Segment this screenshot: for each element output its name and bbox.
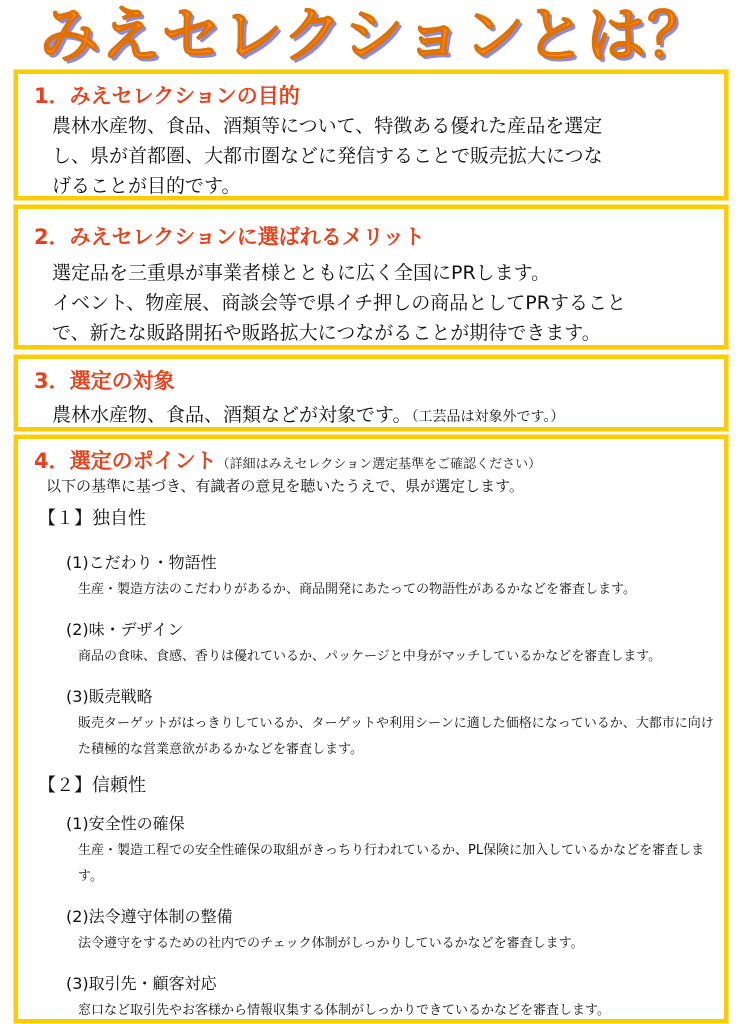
item-desc: 窓口など取引先やお客様から情報収集する体制がしっかりできているかなどを審査します。: [78, 1003, 610, 1018]
item-desc: 生産・製造工程での安全性確保の取組がきっちり行われているか、PL保険に加入しているかなどを審査します。: [78, 843, 705, 884]
section-points: [14, 435, 728, 1023]
section-heading: 3．選定の対象: [34, 369, 175, 393]
item-desc: 生産・製造方法のこだわりがあるか、商品開発にあたっての物語性があるかなどを審査します。: [78, 582, 636, 597]
item-title: (3)取引先・顧客対応: [66, 974, 217, 993]
line: 農林水産物、食品、酒類等について、特徴ある優れた産品を選定: [52, 115, 603, 137]
heading-note: （詳細はみえセレクション選定基準をご確認ください）: [216, 457, 542, 472]
item-title: (2)法令遵守体制の整備: [66, 907, 233, 926]
item-title: (3)販売戦略: [66, 687, 153, 706]
section-heading: 2．みえセレクションに選ばれるメリット: [34, 225, 425, 249]
target-note: （工芸品は対象外です。）: [411, 409, 565, 425]
line: し、県が首都圏、大都市圏などに発信することで販売拡大につな: [52, 145, 603, 167]
section-target: [14, 355, 728, 431]
item-desc: 法令遵守をするための社内でのチェック体制がしっかりしているかなどを審査します。: [78, 936, 584, 951]
line: げることが目的です。: [52, 175, 241, 197]
item-title: (1)安全性の確保: [66, 814, 185, 833]
section-heading: 4．選定のポイント: [34, 449, 217, 473]
page-title: みえセレクションとは？: [39, 1, 709, 71]
category-label: 【１】独自性: [38, 508, 146, 529]
item-desc: 商品の食味、食感、香りは優れているか、パッケージと中身がマッチしているかなどを審査します。: [78, 649, 662, 664]
section-merit: [14, 205, 728, 349]
section-heading: 1．みえセレクションの目的: [34, 84, 300, 108]
item-desc: 販売ターゲットがはっきりしているか、ターゲットや利用シーンに適した価格になっているか、大都市に向けた積極的な営業意欲があるかなどを審査します。: [78, 716, 714, 757]
lead-text: 以下の基準に基づき、有識者の意見を聴いたうえで、県が選定します。: [46, 477, 524, 495]
item-title: (1)こだわり・物語性: [66, 553, 217, 572]
section-purpose: [14, 70, 728, 200]
line: イベント、物産展、商談会等で県イチ押しの商品としてPRすること: [52, 292, 626, 314]
line: 選定品を三重県が事業者様とともに広く全国にPRします。: [52, 262, 551, 284]
line: で、新たな販路開拓や販路拡大につながることが期待できます。: [52, 322, 601, 344]
category-label: 【２】信頼性: [38, 775, 146, 796]
target-text: 農林水産物、食品、酒類などが対象です。: [52, 404, 412, 426]
item-title: (2)味・デザイン: [66, 620, 184, 639]
